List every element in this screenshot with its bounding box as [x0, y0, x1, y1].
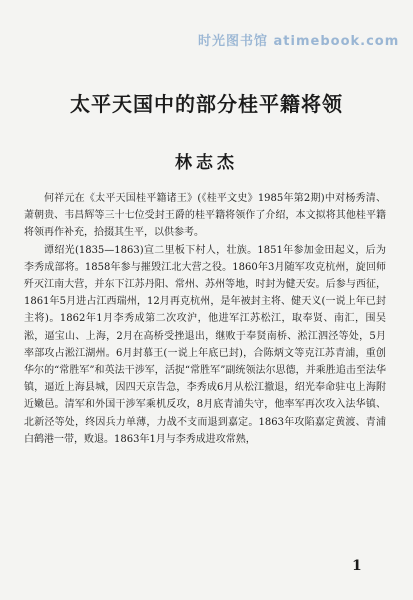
- paragraph: 谭绍光(1835—1863)宣二里板下村人，壮族。1851年参加金田起义，后为李秀成部将。1858年参与摧毁江北大营之役。1860年3月随军攻克杭州，旋回师歼灭江南大营，并东下江苏丹阳、常州、苏州等地，时封为健天安。后参与西征，1861年5月进占江西瑞州，12月再克杭州，是年被封主将、健天义(一说上年已封主将)。1862年1月李秀成第二次攻沪，他进军江苏松江，取奉贤、南汇，围吴淞，逼宝山、上海，2月在高桥受挫退出，继败于奉贤南桥、淞江泗泾等处，5月率部攻占淞江湖州。6月封慕王(一说上年底已封)，合陈炳文等克江苏青浦，重创华尔的“常胜军”和英法干涉军，活捉“常胜军”副统领法尔思德，并乘胜追击至法华镇，逼近上海县城，因四天京告急，李秀成6月从松江撤退，绍光奉命驻屯上海附近嫩邑。清军和外国干涉军乘机反攻，8月底青浦失守，他率军再次攻入法华镇、北新泾等处，终因兵力单薄，力战不支而退到嘉定。1863年攻陷嘉定黄渡、青浦白鹤港一带，败退。1863年1月与李秀成进攻常熟，: [24, 244, 386, 445]
- author-name: 林志杰: [175, 153, 238, 173]
- page-number: 1: [352, 558, 362, 574]
- article-title: 太平天国中的部分桂平籍将领: [70, 92, 343, 116]
- article-body: [24, 190, 386, 448]
- watermark: 时光图书馆 atimebook.com: [198, 34, 400, 49]
- paragraph: 何祥元在《太平天国桂平籍诸王》(《桂平文史》1985年第2期)中对杨秀清、萧朝贵、韦昌辉等三十七位受封王爵的桂平籍将领作了介绍，本文拟将其他桂平籍将领再作补充，拾掇其生平，以供参考。: [24, 193, 386, 239]
